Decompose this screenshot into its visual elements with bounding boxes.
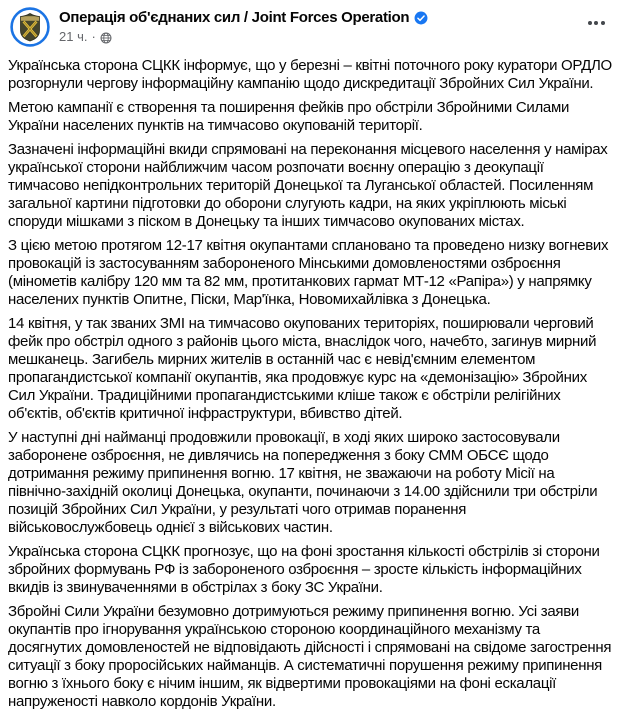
post-paragraph: Метою кампанії є створення та поширення фейків про обстріли Збройними Силами України населених пунктів на тимчасово окупованій території. [8,99,570,134]
ellipsis-icon [588,21,605,25]
post-paragraph: Зазначені інформаційні вкиди спрямовані на переконання місцевого населення у намірах української сторони найближчим часом розпочати воєнну операцію з деокупації тимчасово непідконтрольних територій Донецької та Луганської областей. Посиленням загальної картини підготовки до оборони слугують кадри, на яких укріплюють міські споруди мішками з піском в Донецьку та інших тимчасово окупованих містах. [8,141,608,230]
page-avatar[interactable] [10,7,50,47]
header-text [59,7,428,45]
more-options-button[interactable] [584,13,608,33]
post-paragraph: Українська сторона СЦКК інформує, що у березні – квітні поточного року куратори ОРДЛО розгорнули чергову інформаційну кампанію щодо дискредитації Збройних Сил України. [8,57,612,92]
post-header [0,0,624,49]
post-paragraph: З цією метою протягом 12-17 квітня окупантами сплановано та проведено низку вогневих провокацій із застосуванням забороненого Мінськими домовленостями озброєння (мінометів калібру 120 мм та 82 мм, протитанкових гармат МТ-12 «Рапіра») у напрямку населених пунктів Опитне, Піски, Мар'їнка, Новомихайлівка з Донецька. [8,237,609,308]
globe-icon [100,32,112,44]
verified-badge-icon [414,11,428,25]
jfo-shield-emblem-icon [10,7,50,47]
post-meta [59,29,428,45]
post-paragraph: 14 квітня, у так званих ЗМІ на тимчасово окупованих територіях, поширювали черговий фейк про обстріл одного з районів цього міста, внаслідок чого, начебто, загинув мирний мешканець. Загибель мирних жителів в останній час є невід'ємним елементом пропагандистської компанії окупантів, яка продовжує курс на «демонізацію» Збройних Сил України. Традиційними пропагандистськими кліше також є обстріли релігійних об'єктів, об'єктів критичної інфраструктури, вбивство дітей. [8,315,597,422]
post-paragraph: Збройні Сили України безумовно дотримуються режиму припинення вогню. Усі заяви окупантів про ігнорування українською стороною координаційного механізму та досягнутих домовленостей не відповідають дійсності і спрямовані на свідоме загострення ситуації з боку проросійських найманців. А систематичні порушення режиму припинення вогню з їхнього боку є нічим іншим, як відвертими провокаціями на фоні ескалації напруженості навколо кордонів України. [8,603,612,710]
meta-separator: · [91,29,96,44]
page-name-link[interactable]: Операція об'єднаних сил / Joint Forces Operation [59,9,410,26]
post-paragraph: Українська сторона СЦКК прогнозує, що на фоні зростання кількості обстрілів зі сторони збройних формувань РФ із забороненого озброєння – зросте кількість інформаційних вкидів із звинуваченнями в обстрілах з боку ЗС України. [8,543,600,596]
post-text [0,49,624,711]
post-paragraph: У наступні дні найманці продовжили провокації, в ході яких широко застосовували заборонене озброєння, не дивлячись на попередження з боку СММ ОБСЄ щодо дотримання режиму припинення вогню. 17 квітня, не зважаючи на роботу Місії на північно-західній околиці Донецька, окупанти, починаючи з 14.00 здійснили три обстріли позицій Збройних Сил України, у результаті чого отримав поранення військовослужбовець однієї з військових частин. [8,429,598,536]
timestamp-link[interactable]: 21 ч. [59,29,88,44]
